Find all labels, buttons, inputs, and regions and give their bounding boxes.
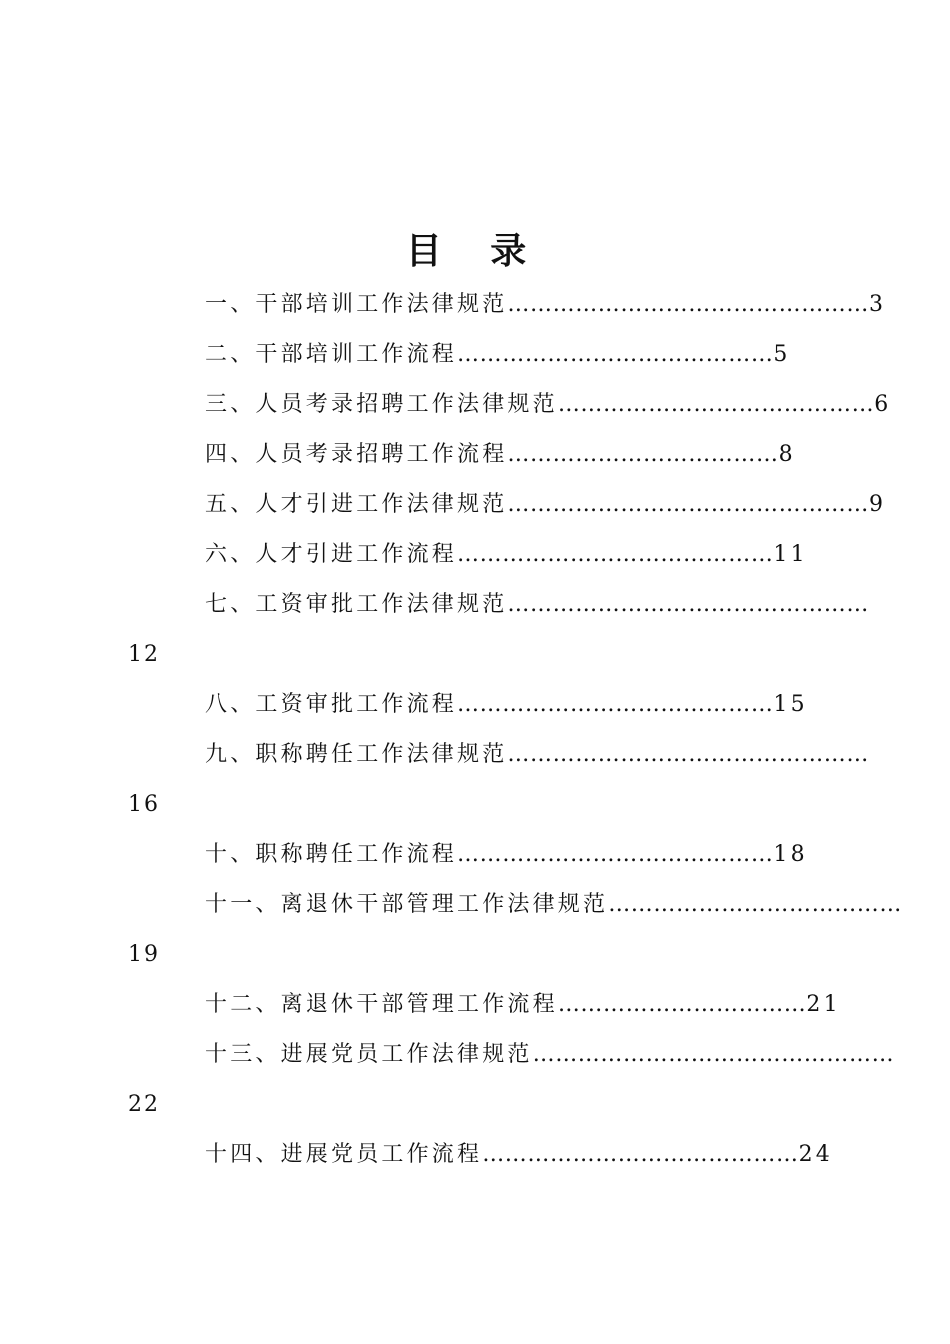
toc-leader-dots: …………………………………… [457,542,774,567]
toc-leader-dots: ………………………………… [608,892,903,917]
toc-entry-label: 十、职称聘任工作流程 [205,842,458,867]
toc-page-number: 19 [128,942,160,967]
toc-leader-dots: …………………………………… [457,342,774,367]
toc-entry[interactable] [205,1130,833,1180]
toc-entry[interactable] [205,480,886,530]
toc-leader-dots: …………………………… [557,992,807,1017]
toc-entry-label: 二、干部培训工作流程 [205,342,458,367]
toc-leader-dots: ………………………………………… [507,742,870,767]
toc-entry[interactable] [205,830,808,880]
toc-entry-label: 三、人员考录招聘工作法律规范 [205,392,558,417]
toc-page-number: 22 [128,1092,160,1117]
toc-leader-dots: ………………………………………… [507,592,870,617]
toc-entry[interactable] [205,880,902,930]
toc-page-number: 8 [778,442,796,467]
toc-entry-label: 八、工资审批工作流程 [205,692,458,717]
toc-page-number: 16 [128,792,160,817]
toc-entry[interactable] [205,280,886,330]
toc-page-number: 3 [869,292,887,317]
toc-entry-label: 十二、离退休干部管理工作流程 [205,992,558,1017]
toc-leader-dots: ……………………………… [507,442,779,467]
toc-title: 目 录 [405,230,545,272]
toc-page-number: 15 [773,692,808,717]
toc-leader-dots: …………………………………… [557,392,875,417]
toc-entry[interactable] [205,730,869,780]
toc-entry-label: 九、职称聘任工作法律规范 [205,742,508,767]
toc-leader-dots: ………………………………………… [507,292,870,317]
toc-entry-label: 七、工资审批工作法律规范 [205,592,508,617]
toc-entry[interactable] [205,380,891,430]
toc-leader-dots: …………………………………… [457,842,774,867]
toc-entry-label: 十四、进展党员工作流程 [205,1142,483,1167]
toc-page-number: 21 [806,992,841,1017]
toc-entry[interactable] [205,580,869,630]
toc-entry[interactable] [205,330,791,380]
toc-entry[interactable] [205,1030,894,1080]
toc-page-number: 18 [773,842,808,867]
toc-page-number: 24 [798,1142,834,1167]
toc-page-number: 6 [874,392,892,417]
toc-leader-dots: ………………………………………… [507,492,870,517]
toc-leader-dots: …………………………………… [482,1142,799,1167]
toc-entry-label: 一、干部培训工作法律规范 [205,292,508,317]
toc-page-number: 9 [869,492,887,517]
toc-leader-dots: ………………………………………… [532,1042,895,1067]
toc-page-number: 5 [773,342,791,367]
toc-entry[interactable] [205,680,808,730]
toc-entry-label: 六、人才引进工作流程 [205,542,458,567]
toc-entry-label: 十三、进展党员工作法律规范 [205,1042,533,1067]
toc-entry[interactable] [205,530,808,580]
toc-entry-label: 十一、离退休干部管理工作法律规范 [205,892,609,917]
toc-entry[interactable] [205,430,796,480]
toc-entry-label: 四、人员考录招聘工作流程 [205,442,508,467]
toc-page-number: 11 [773,542,808,567]
toc-entry[interactable] [205,980,841,1030]
toc-entry-label: 五、人才引进工作法律规范 [205,492,508,517]
toc-page-number: 12 [128,642,160,667]
toc-leader-dots: …………………………………… [457,692,774,717]
